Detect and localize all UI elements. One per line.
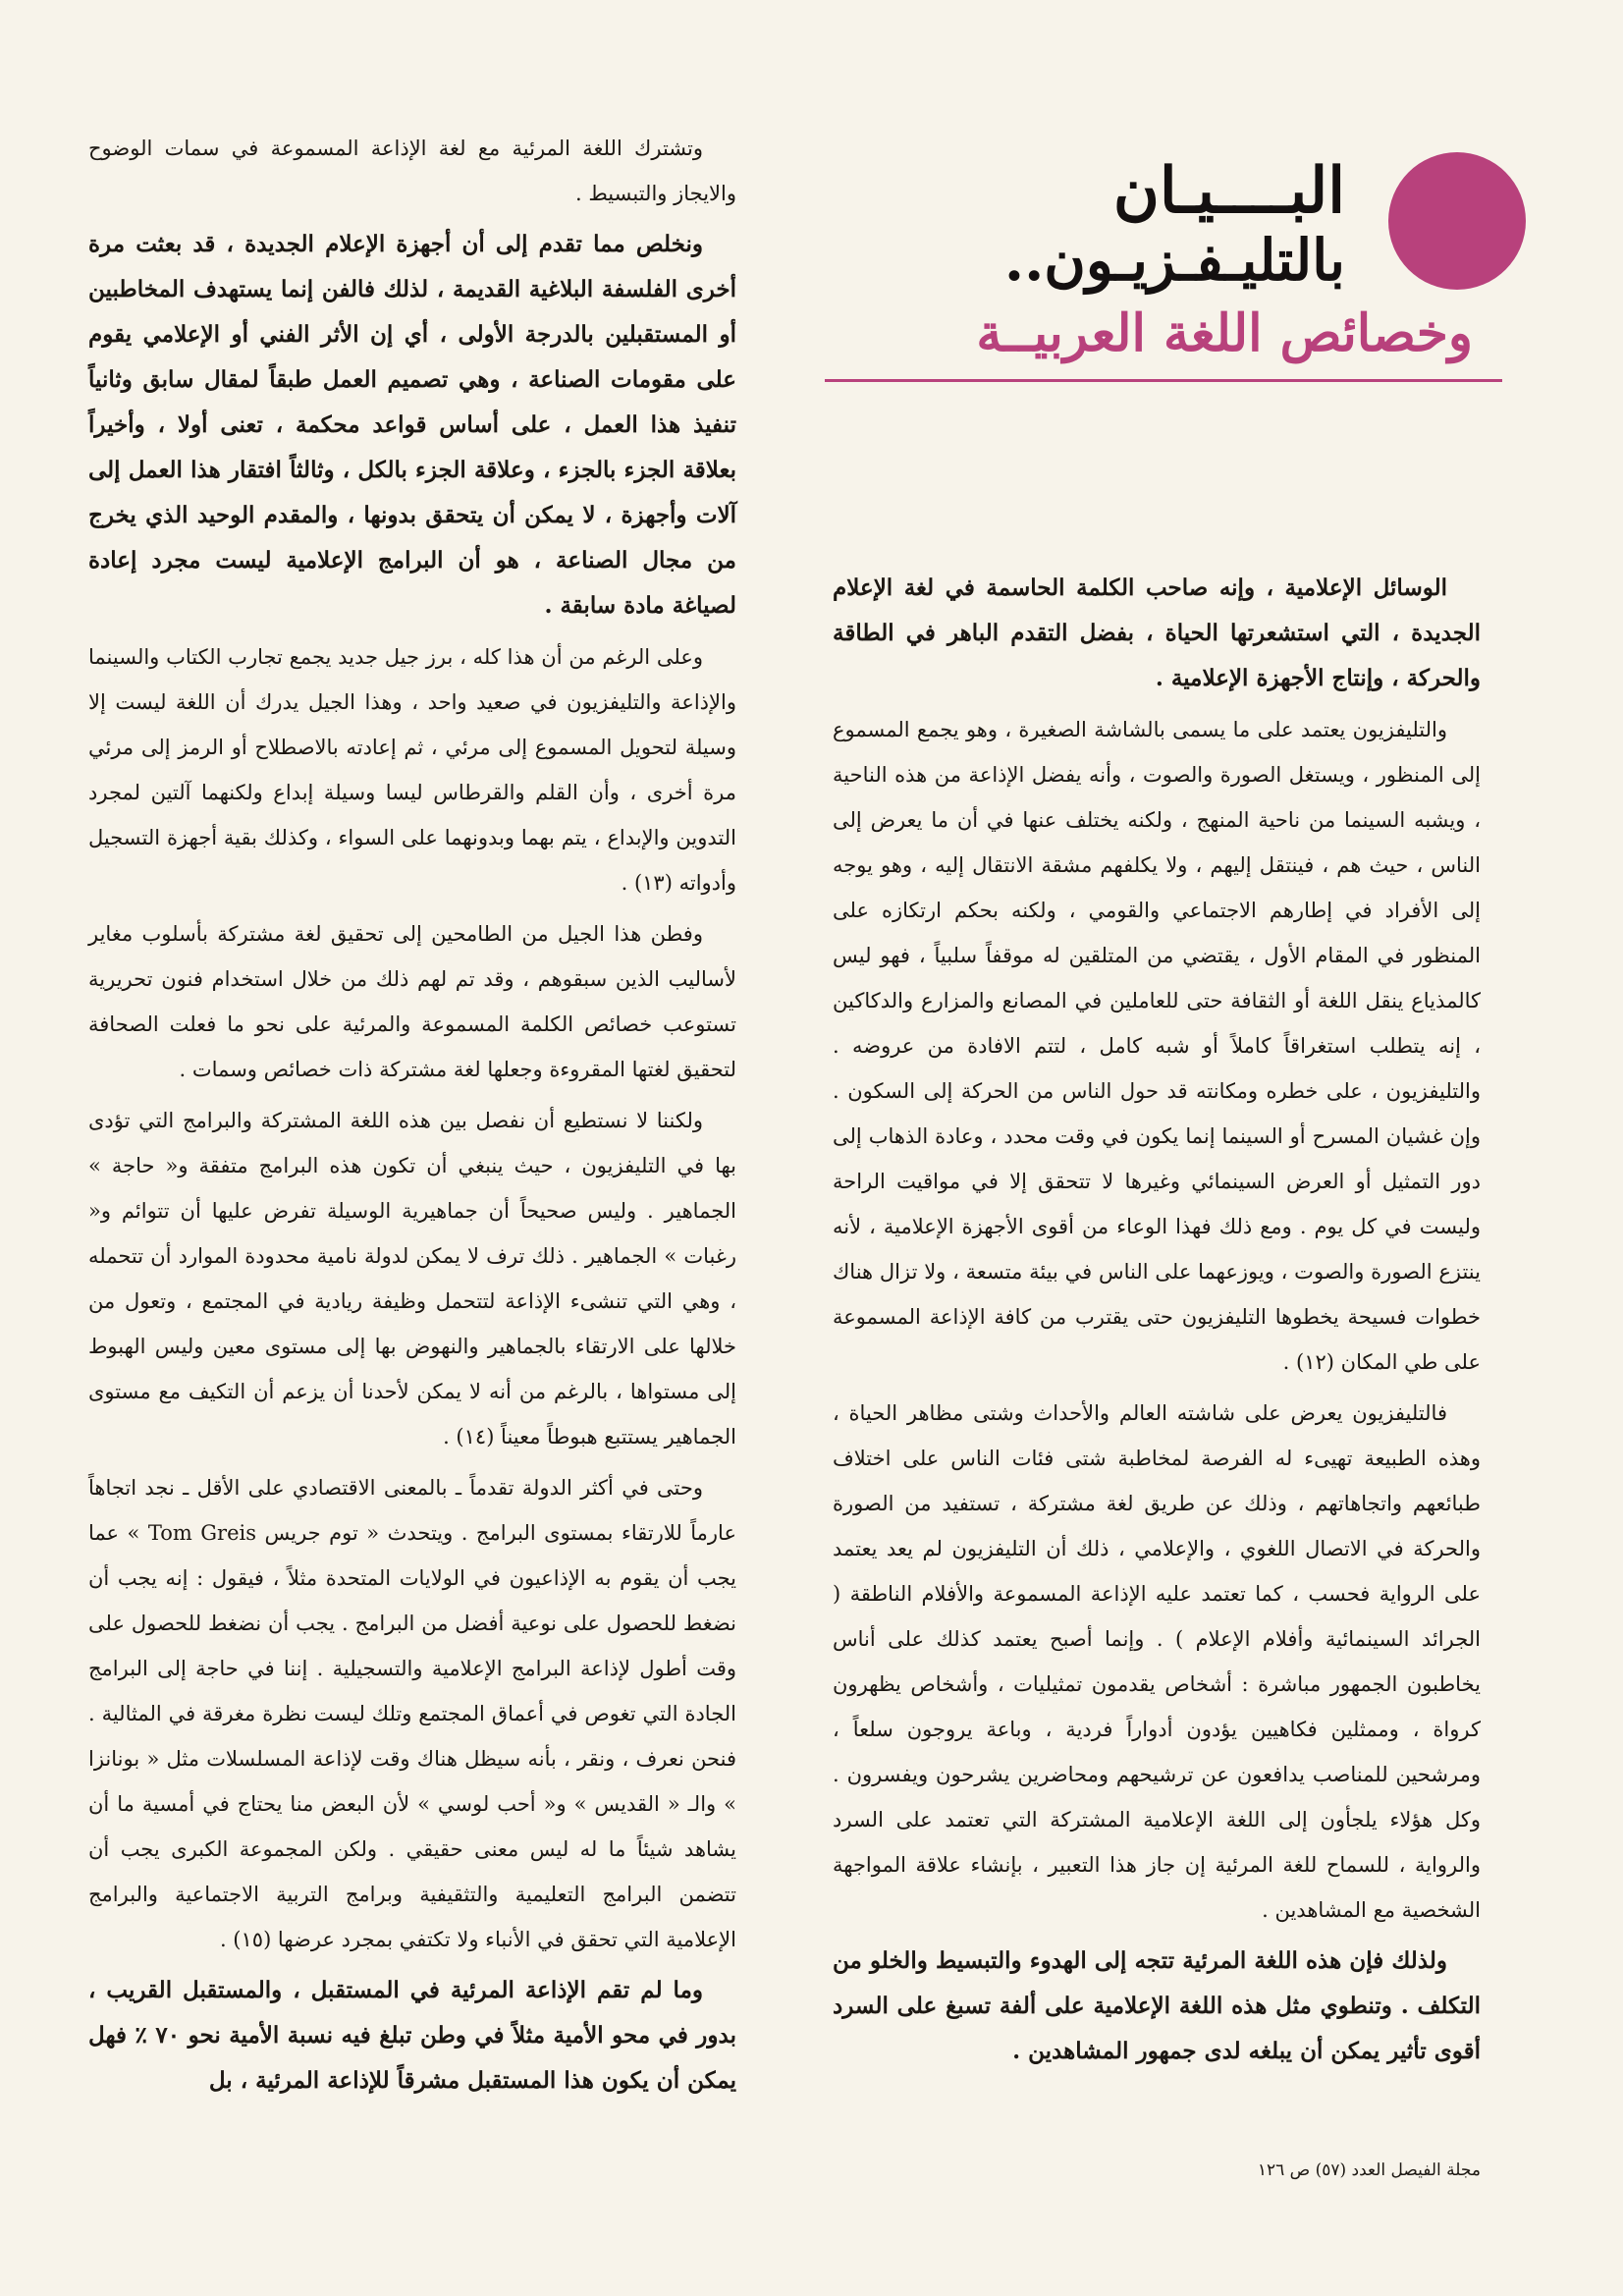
paragraph: وتشترك اللغة المرئية مع لغة الإذاعة المسموعة في سمات الوضوح والايجاز والتبسيط . — [88, 137, 736, 205]
paragraph: وفطن هذا الجيل من الطامحين إلى تحقيق لغة مشتركة بأسلوب مغاير لأساليب الذين سبقوهم ، وقد تم لهم ذلك من خلال استخدام فنون تحريرية تستوعب خصائص الكلمة المسموعة والمرئية على نحو ما فعلت الصحافة لتحقيق لغتها المقروءة وجعلها لغة مشتركة ذات خصائص وسمات . — [88, 922, 736, 1081]
paragraph: والتليفزيون يعتمد على ما يسمى بالشاشة الصغيرة ، وهو يجمع المسموع إلى المنظور ، ويستغل الصورة والصوت ، وأنه يفضل الإذاعة من هذه الناحية ، ويشبه السينما من ناحية المنهج ، ولكنه يختلف عنها في أن ما يعرض إلى الناس ، حيث هم ، فينتقل إليهم ، ولا يكلفهم مشقة الانتقال إليه ، وهو يوجه إلى الأفراد في إطارهم الاجتماعي والقومي ، ولكنه بحكم ارتكازه على المنظور في المقام الأول ، يقتضي من المتلقين له موقفاً سلبياً ، فهو ليس كالمذياع ينقل اللغة أو الثقافة حتى للعاملين في المصانع والمزارع والدكاكين ، إنه يتطلب استغراقاً كاملاً أو شبه كامل ، لتتم الافادة من عروضه . والتليفزيون ، على خطره ومكانته قد حول الناس من الحركة إلى السكون . وإن غشيان المسرح أو السينما إنما يكون في وقت محدد ، وعادة الذهاب إلى دور التمثيل أو العرض السينمائي وغيرها لا تتحقق إلا في مواقيت الراحة وليست في كل يوم . ومع ذلك فهذا الوعاء من أقوى الأجهزة الإعلامية ، لأنه ينتزع الصورة والصوت ، ويوزعهما على الناس في بيئة متسعة ، ولا تزال هناك خطوات فسيحة يخطوها التليفزيون حتى يقترب من كافة الإذاعة المسموعة على طي المكان (١٢) . — [833, 718, 1481, 1374]
paragraph: ونخلص مما تقدم إلى أن أجهزة الإعلام الجديدة ، قد بعثت مرة أخرى الفلسفة البلاغية القديمة ، لذلك فالفن إنما يستهدف المخاطبين أو المستقبلين بالدرجة الأولى ، أي إن الأثر الفني أو الإعلامي يقوم على مقومات الصناعة ، وهي تصميم العمل طبقاً لمقال سابق وثانياً تنفيذ هذا العمل ، على أساس قواعد محكمة ، تعنى أولا ، وأخيراً بعلاقة الجزء بالجزء ، وعلاقة الجزء بالكل ، وثالثاً افتقار هذا العمل إلى آلات وأجهزة ، لا يمكن أن يتحقق بدونها ، والمقدم الوحيد الذي يخرج من مجال الصناعة ، هو أن البرامج الإعلامية ليست مجرد إعادة لصياغة مادة سابقة . — [88, 231, 736, 619]
title-decoration-circle — [1388, 152, 1526, 290]
title-line-2: بالتليـفـزيـون.. — [1003, 227, 1345, 294]
paragraph: ولذلك فإن هذه اللغة المرئية تتجه إلى الهدوء والتبسيط والخلو من التكلف . وتنطوي مثل هذه اللغة الإعلامية على ألفة تسبغ على السرد أقوى تأثير يمكن أن يبلغه لدى جمهور المشاهدين . — [833, 1947, 1481, 2064]
paragraph: وعلى الرغم من أن هذا كله ، برز جيل جديد يجمع تجارب الكتاب والسينما والإذاعة والتليفزيون في صعيد واحد ، وهذا الجيل يدرك أن اللغة ليست إلا وسيلة لتحويل المسموع إلى مرئي ، ثم إعادته بالاصطلاح أو الرمز إلى مرئي مرة أخرى ، وأن القلم والقرطاس ليسا وسيلة إبداع ولكنهما آلتين لمجرد التدوين والإبداع ، يتم بهما وبدونهما على السواء ، وكذلك بقية أجهزة التسجيل وأدواته (١٣) . — [88, 645, 736, 895]
title-line-3: وخصائص اللغة العربيــة — [976, 303, 1473, 363]
paragraph: الوسائل الإعلامية ، وإنه صاحب الكلمة الحاسمة في لغة الإعلام الجديدة ، التي استشعرتها الحياة ، بفضل التقدم الباهر في الطاقة والحركة ، وإنتاج الأجهزة الإعلامية . — [833, 574, 1481, 691]
paragraph: ولكننا لا نستطيع أن نفصل بين هذه اللغة المشتركة والبرامج التي تؤدى بها في التليفزيون ، حيث ينبغي أن تكون هذه البرامج متفقة و« حاجة » الجماهير . وليس صحيحاً أن جماهيرية الوسيلة تفرض عليها أن تتوائم و« رغبات » الجماهير . ذلك ترف لا يمكن لدولة نامية محدودة الموارد أن تتحمله ، وهي التي تنشىء الإذاعة لتتحمل وظيفة ريادية في المجتمع ، وتعول من خلالها على الارتقاء بالجماهير والنهوض بها إلى مستوى معين وليس الهبوط إلى مستواها ، بالرغم من أنه لا يمكن لأحدنا أن يزعم أن التكيف مع مستوى الجماهير يستتبع هبوطاً معيناً (١٤) . — [88, 1109, 736, 1449]
title-underline — [825, 379, 1502, 382]
left-text-column — [88, 126, 736, 2109]
right-text-column — [833, 566, 1481, 2080]
paragraph: وما لم تقم الإذاعة المرئية في المستقبل ، والمستقبل القريب ، بدور في محو الأمية مثلاً في وطن تبلغ فيه نسبة الأمية نحو ٧٠ ٪ فهل يمكن أن يكون هذا المستقبل مشرقاً للإذاعة المرئية ، بل — [88, 1977, 737, 2094]
paragraph: وحتى في أكثر الدولة تقدماً ـ بالمعنى الاقتصادي على الأقل ـ نجد اتجاهاً عارماً للارتقاء بمستوى البرامج . ويتحدث « توم جريس Tom Greis » عما يجب أن يقوم به الإذاعيون في الولايات المتحدة مثلاً ، فيقول : إنه يجب أن نضغط للحصول على نوعية أفضل من البرامج . يجب أن نضغط للحصول على وقت أطول لإذاعة البرامج الإعلامية والتسجيلية . إننا في حاجة إلى البرامج الجادة التي تغوص في أعماق المجتمع وتلك ليست نظرة مغرقة في المثالية . فنحن نعرف ، ونقر ، بأنه سيظل هناك وقت لإذاعة المسلسلات مثل « بونانزا » والـ « القديس » و« أحب لوسي » لأن البعض منا يحتاج في أمسية ما أن يشاهد شيئاً ما له ليس معنى حقيقي . ولكن المجموعة الكبرى يجب أن تتضمن البرامج التعليمية والتثقيفية وبرامج التربية الاجتماعية والبرامج الإعلامية التي تحقق في الأنباء ولا تكتفي بمجرد عرضها (١٥) . — [88, 1476, 736, 1951]
paragraph: فالتليفزيون يعرض على شاشته العالم والأحداث وشتى مظاهر الحياة ، وهذه الطبيعة تهيىء له الفرصة لمخاطبة شتى فئات الناس على اختلاف طبائعهم واتجاهاتهم ، وذلك عن طريق لغة مشتركة ، تستفيد من الصورة والحركة في الاتصال اللغوي ، والإعلامي ، ذلك أن التليفزيون لم يعد يعتمد على الرواية فحسب ، كما تعتمد عليه الإذاعة المسموعة والأفلام الناطقة ( الجرائد السينمائية وأفلام الإعلام ) . وإنما أصبح يعتمد كذلك على أناس يخاطبون الجمهور مباشرة : أشخاص يقدمون تمثيليات ، وأشخاص يظهرون كرواة ، وممثلين فكاهيين يؤدون أدواراً فردية ، وباعة يروجون سلعاً ، ومرشحين للمناصب يدافعون عن ترشيحهم ومحاضرين يشرحون ويفسرون . وكل هؤلاء يلجأون إلى اللغة الإعلامية المشتركة التي تعتمد على السرد والرواية ، للسماح للغة المرئية إن جاز هذا التعبير ، بإنشاء علاقة المواجهة الشخصية مع المشاهدين . — [833, 1401, 1481, 1922]
page-footer: مجلة الفيصل العدد (٥٧) ص ١٢٦ — [1257, 2160, 1481, 2180]
article-title — [825, 147, 1502, 393]
title-line-1: البــــيـان — [1112, 154, 1345, 228]
